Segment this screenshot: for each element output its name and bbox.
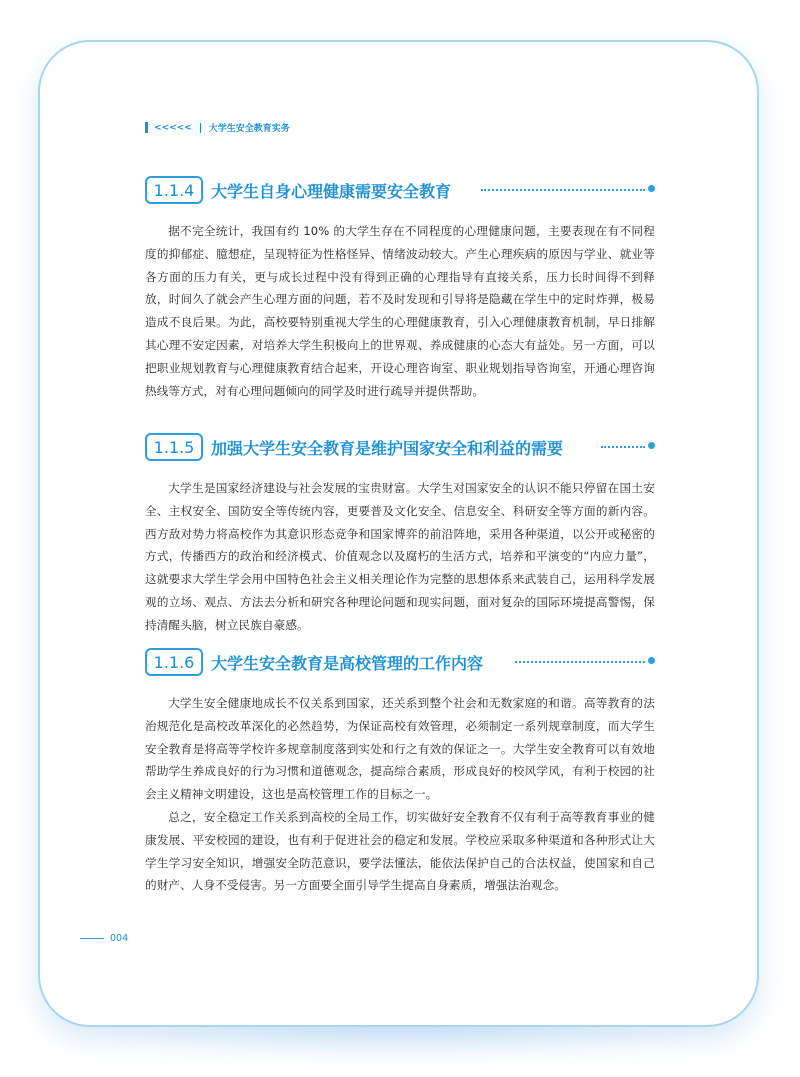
paragraph: 大学生安全健康地成长不仅关系到国家，还关系到整个社会和无数家庭的和谐。高等教育的法治规范化是高校改革深化的必然趋势，为保证高校有效管理，必须制定一系列规章制度，而大学生安全教育是将高等学校许多规章制度落到实处和行之有效的保证之一。大学生安全教育可以有效地帮助学生养成良好的行为习惯和道德观念，提高综合素质，形成良好的校风学风，有利于校园的社会主义精神文明建设，这也是高校管理工作的目标之一。 (145, 696, 655, 802)
bullet-dot-icon (648, 657, 655, 664)
header-bar-icon (145, 122, 148, 133)
section-heading (145, 433, 655, 463)
paragraph: 总之，安全稳定工作关系到高校的全局工作，切实做好安全教育不仅有利于高等教育事业的健康发展、平安校园的建设，也有利于促进社会的稳定和发展。学校应采取多种渠道和各种形式让大学生学习安全知识，增强安全防范意识，要学法懂法，能依法保护自己的合法权益，使国家和自己的财产、人身不受侵害。另一方面要全面引导学生提高自身素质，增强法治观念。 (145, 809, 655, 893)
bullet-dot-icon (648, 185, 655, 192)
section-number-box: 1.1.6 (145, 648, 203, 676)
bullet-dot-icon (648, 442, 655, 449)
section-heading (145, 176, 655, 206)
section-1-1-5 (145, 433, 655, 637)
page-number: 004 (110, 933, 129, 944)
folio-line (80, 938, 104, 940)
section-1-1-6 (145, 648, 655, 897)
section-title: 加强大学生安全教育是维护国家安全和利益的需要 (211, 439, 564, 458)
section-heading (145, 648, 655, 678)
header-arrows-icon: <<<<< (154, 122, 192, 133)
dotted-leader (481, 189, 645, 191)
paragraph: 大学生是国家经济建设与社会发展的宝贵财富。大学生对国家安全的认识不能只停留在国土安全、主权安全、国防安全等传统内容，更要普及文化安全、信息安全、科研安全等方面的新内容。西方敌对势力将高校作为其意识形态竞争和国家博弈的前沿阵地，采用各种渠道，以公开或秘密的方式，传播西方的政治和经济模式、价值观念以及腐朽的生活方式，培养和平演变的“内应力量”，这就要求大学生学会用中国特色社会主义相关理论作为完整的思想体系来武装自己，运用科学发展观的立场、观点、方法去分析和研究各种理论问题和现实问题，面对复杂的国际环境提高警惕，保持清醒头脑，树立民族自豪感。 (145, 481, 655, 632)
dotted-leader (601, 446, 645, 448)
header-book-title: 大学生安全教育实务 (208, 124, 290, 134)
section-title: 大学生安全教育是高校管理的工作内容 (211, 654, 484, 673)
section-title: 大学生自身心理健康需要安全教育 (211, 182, 452, 201)
section-number-box: 1.1.4 (145, 176, 203, 204)
paragraph: 据不完全统计，我国有约 10% 的大学生存在不同程度的心理健康问题，主要表现在有不同程度的抑郁症、臆想症，呈现特征为性格怪异、情绪波动较大。产生心理疾病的原因与学业、就业等各方面的压力有关，更与成长过程中没有得到正确的心理指导有直接关系，压力长时间得不到释放，时间久了就会产生心理方面的问题，若不及时发现和引导将是隐藏在学生中的定时炸弹，极易造成不良后果。为此，高校要特别重视大学生的心理健康教育，引入心理健康教育机制，早日排解其心理不安定因素，对培养大学生积极向上的世界观、养成健康的心态大有益处。另一方面，可以把职业规划教育与心理健康教育结合起来，开设心理咨询室、职业规划指导咨询室，开通心理咨询热线等方式，对有心理问题倾向的同学及时进行疏导并提供帮助。 (145, 224, 655, 398)
page-folio (80, 933, 128, 944)
dotted-leader (515, 661, 645, 663)
section-number-box: 1.1.5 (145, 433, 203, 461)
section-1-1-4 (145, 176, 655, 402)
running-header (145, 121, 290, 134)
header-separator (200, 123, 201, 133)
